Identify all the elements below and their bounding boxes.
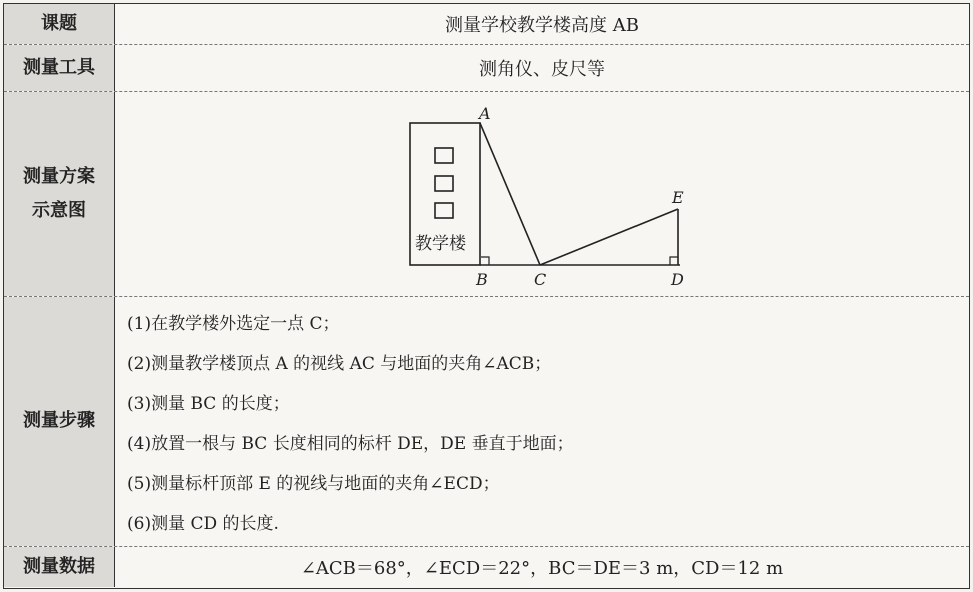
step-item: (1)在教学楼外选定一点 C； bbox=[127, 313, 340, 334]
steps-list bbox=[115, 297, 969, 546]
step-item: (5)测量标杆顶部 E 的视线与地面的夹角∠ECD； bbox=[127, 474, 500, 495]
sightline-ce bbox=[540, 209, 678, 265]
building-label: 教学楼 bbox=[415, 233, 466, 254]
step-item: (4)放置一根与 BC 长度相同的标杆 DE，DE 垂直于地面； bbox=[127, 434, 574, 455]
tools-label: 测量工具 bbox=[4, 45, 115, 91]
topic-label: 课题 bbox=[4, 4, 115, 44]
topic-value: 测量学校教学楼高度 AB bbox=[445, 15, 639, 36]
steps-row bbox=[4, 297, 969, 547]
diagram-label-line2: 示意图 bbox=[32, 200, 86, 221]
window-2 bbox=[435, 176, 453, 191]
window-1 bbox=[435, 148, 453, 163]
data-label: 测量数据 bbox=[4, 547, 115, 587]
data-row bbox=[4, 547, 969, 587]
topic-row bbox=[4, 4, 969, 45]
right-angle-d bbox=[670, 257, 678, 265]
diagram-label-line1: 测量方案 bbox=[23, 165, 95, 187]
step-item: (2)测量教学楼顶点 A 的视线 AC 与地面的夹角∠ACB； bbox=[127, 353, 552, 374]
diagram-area bbox=[115, 92, 970, 296]
point-e-label: E bbox=[672, 187, 684, 207]
point-b-label: B bbox=[476, 269, 488, 289]
measurement-table bbox=[3, 3, 970, 589]
step-item: (6)测量 CD 的长度. bbox=[127, 514, 279, 535]
steps-label: 测量步骤 bbox=[4, 297, 115, 546]
diagram-label bbox=[4, 92, 115, 296]
data-value: ∠ACB＝68°，∠ECD＝22°，BC＝DE＝3 m，CD＝12 m bbox=[300, 558, 784, 579]
window-3 bbox=[435, 203, 453, 218]
tools-value: 测角仪、皮尺等 bbox=[479, 59, 605, 80]
point-c-label: C bbox=[534, 269, 547, 289]
diagram-row bbox=[4, 92, 969, 297]
step-item: (3)测量 BC 的长度； bbox=[127, 393, 290, 414]
right-angle-b bbox=[481, 257, 489, 265]
sightline-ac bbox=[480, 123, 540, 265]
scheme-diagram bbox=[115, 93, 970, 296]
tools-row bbox=[4, 45, 969, 92]
point-a-label: A bbox=[479, 103, 491, 123]
point-d-label: D bbox=[671, 269, 684, 289]
